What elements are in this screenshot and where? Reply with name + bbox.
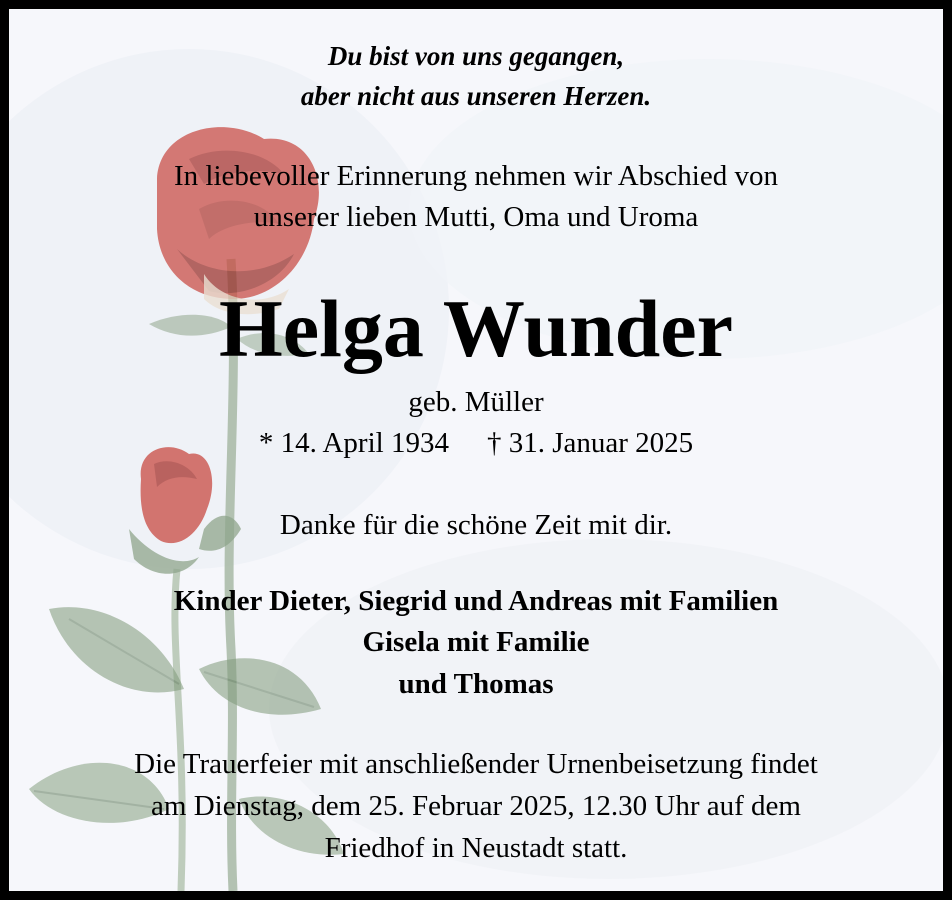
life-dates	[9, 425, 943, 461]
intro-line-1: In liebevoller Erinnerung nehmen wir Abschied von	[173, 160, 778, 192]
thanks-line: Danke für die schöne Zeit mit dir.	[279, 509, 673, 541]
motto-line-1: Du bist von uns gegangen,	[327, 41, 625, 71]
service-line-3: Friedhof in Neustadt statt.	[324, 832, 628, 864]
mourners-line-3: und Thomas	[398, 668, 554, 700]
motto-line-2: aber nicht aus unseren Herzen.	[300, 81, 652, 111]
mourners-line-2: Gisela mit Familie	[362, 626, 590, 658]
death-date: † 31. Januar 2025	[486, 427, 694, 459]
deceased-name: Helga Wunder	[218, 283, 734, 374]
obituary-text	[9, 9, 943, 891]
birth-date: * 14. April 1934	[258, 427, 449, 459]
service-line-1: Die Trauerfeier mit anschließender Urnenbeisetzung findet	[134, 748, 818, 780]
intro-line-2: unserer lieben Mutti, Oma und Uroma	[253, 201, 699, 233]
mourners-line-1: Kinder Dieter, Siegrid und Andreas mit Familien	[173, 585, 779, 617]
birth-name: geb. Müller	[408, 386, 544, 418]
service-line-2: am Dienstag, dem 25. Februar 2025, 12.30 Uhr auf dem	[151, 790, 801, 822]
